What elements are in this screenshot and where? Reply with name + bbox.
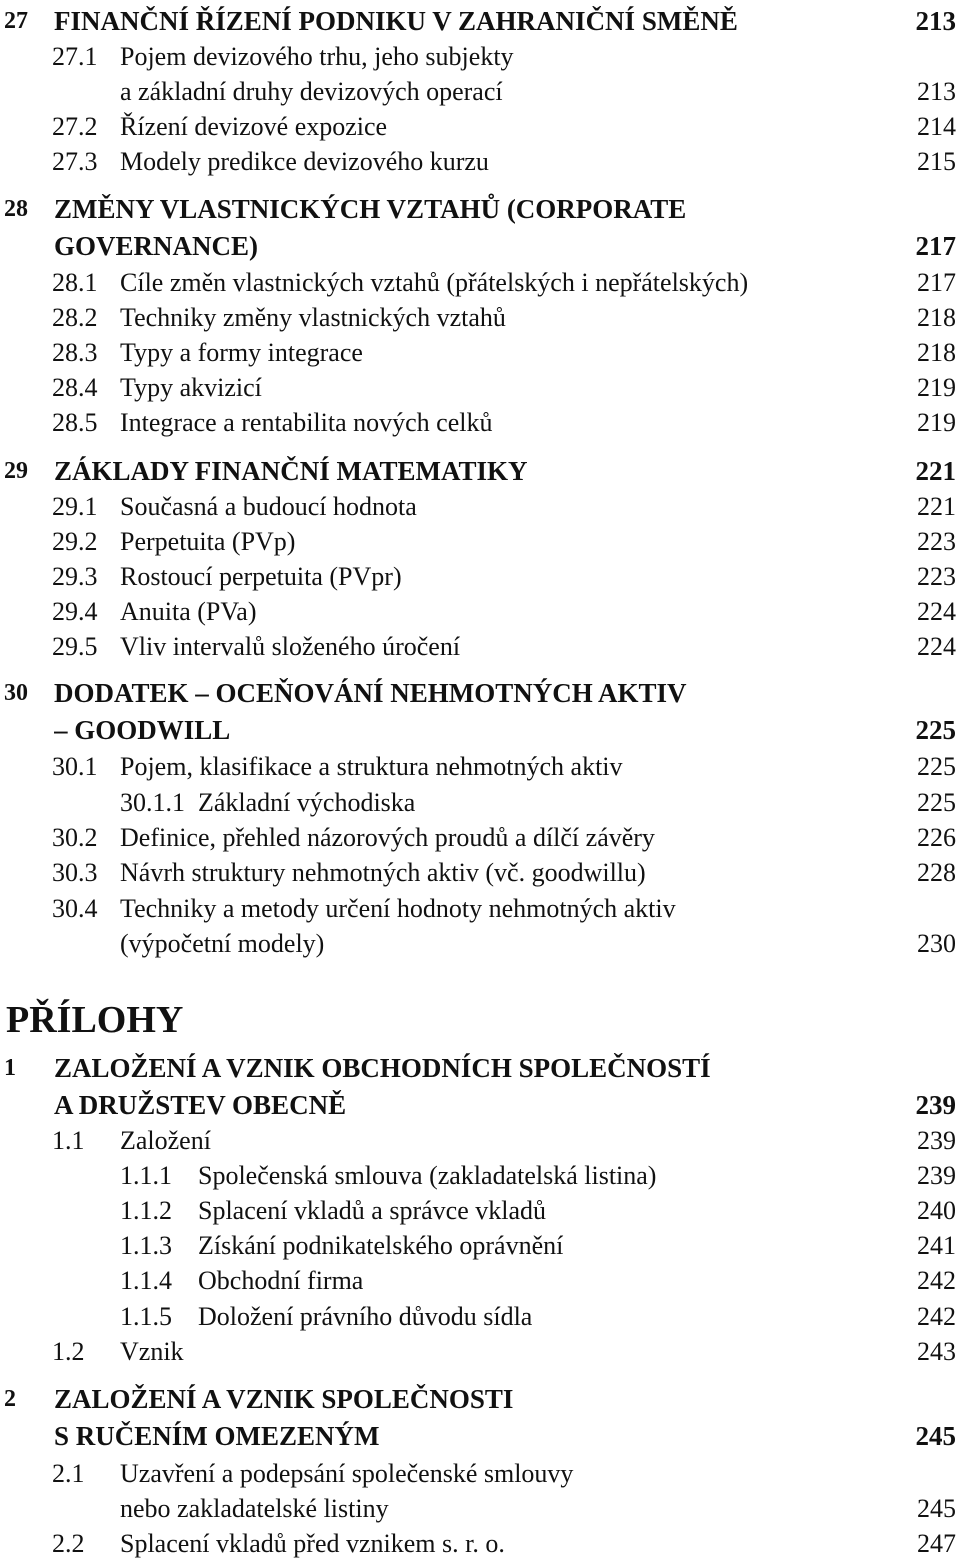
toc-entry-line — [0, 1419, 960, 1453]
toc-page-number: 218 — [915, 301, 956, 335]
toc-entry-line — [0, 145, 960, 179]
toc-entry-number: 28.2 — [52, 303, 98, 332]
toc-entry-number: 30.2 — [52, 823, 98, 852]
toc-entry-title: ZALOŽENÍ A VZNIK SPOLEČNOSTI — [54, 1382, 960, 1416]
toc-page-number: 241 — [915, 1229, 956, 1263]
toc-entry-line — [0, 371, 960, 405]
toc-entry-number: 30.4 — [52, 894, 98, 923]
toc-entry-number: 27.3 — [52, 147, 98, 176]
toc-entry-title: Vliv intervalů složeného úročení . . . — [120, 630, 890, 664]
toc-entry-line — [0, 490, 960, 524]
toc-entry-number: 29.2 — [52, 527, 98, 556]
toc-entry-title: Návrh struktury nehmotných aktiv (vč. goodwillu) . . . — [120, 856, 890, 890]
toc-entry-number: 30.3 — [52, 858, 98, 887]
toc-entry-title: – GOODWILL . . . — [54, 713, 890, 747]
toc-entry-line — [0, 1300, 960, 1334]
toc-entry-number: 28.4 — [52, 373, 98, 402]
toc-entry-line — [0, 1335, 960, 1369]
toc-entry-line — [0, 892, 960, 926]
toc-entry-line — [0, 750, 960, 784]
toc-entry-line — [0, 1159, 960, 1193]
toc-entry-line — [0, 630, 960, 664]
toc-page-number: 223 — [915, 525, 956, 559]
toc-entry-title: Anuita (PVa) . . . — [120, 595, 890, 629]
toc-entry-line — [0, 1264, 960, 1298]
toc-entry-line — [0, 1088, 960, 1122]
toc-entry-title: Současná a budoucí hodnota . . . — [120, 490, 890, 524]
toc-entry-line — [0, 75, 960, 109]
toc-entry-title: Splacení vkladů před vznikem s. r. o. . . . — [120, 1527, 890, 1561]
toc-entry-number: 1.1.4 — [120, 1266, 172, 1295]
toc-entry-title: ZÁKLADY FINANČNÍ MATEMATIKY . . . — [54, 454, 890, 488]
toc-entry-title: Splacení vkladů a správce vkladů . . . — [198, 1194, 890, 1228]
toc-page-number: 224 — [915, 630, 956, 664]
toc-page-number: 245 — [915, 1421, 956, 1451]
toc-entry-title: Techniky a metody určení hodnoty nehmotných aktiv — [120, 892, 960, 926]
toc-entry-number: 28.3 — [52, 338, 98, 367]
toc-entry-line — [0, 1527, 960, 1561]
toc-entry-line — [0, 406, 960, 440]
toc-entry-line — [0, 676, 960, 710]
toc-entry-line — [0, 927, 960, 961]
toc-entry-title: Typy a formy integrace . . . — [120, 336, 890, 370]
toc-entry-number: 27 — [4, 8, 28, 34]
toc-page-number: 225 — [915, 786, 956, 820]
toc-entry-title: Základní východiska . . . — [198, 786, 890, 820]
toc-entry-line — [0, 40, 960, 74]
toc-page-number: 226 — [915, 821, 956, 855]
toc-entry-line — [0, 1051, 960, 1085]
toc-entry-number: 2 — [4, 1386, 16, 1412]
toc-entry-line — [0, 821, 960, 855]
toc-entry-number: 28 — [4, 196, 28, 222]
toc-page-number: 239 — [915, 1090, 956, 1120]
toc-page-number: 219 — [915, 406, 956, 440]
toc-page-number: 225 — [915, 750, 956, 784]
toc-entry-line — [0, 1382, 960, 1416]
toc-page-number: 223 — [915, 560, 956, 594]
toc-entry-number: 30.1 — [52, 752, 98, 781]
appendix-heading: PŘÍLOHY — [6, 999, 184, 1041]
toc-entry-line — [0, 1229, 960, 1263]
toc-page-number: 245 — [915, 1492, 956, 1526]
toc-entry-title: Doložení právního důvodu sídla . . . — [198, 1300, 890, 1334]
toc-entry-line — [0, 229, 960, 263]
toc-entry-line — [0, 454, 960, 488]
toc-entry-title: Integrace a rentabilita nových celků . . . — [120, 406, 890, 440]
toc-entry-title: A DRUŽSTEV OBECNĚ . . . — [54, 1088, 890, 1122]
toc-entry-title: Modely predikce devizového kurzu . . . — [120, 145, 890, 179]
toc-entry-number: 29.3 — [52, 562, 98, 591]
toc-entry-title: Pojem, klasifikace a struktura nehmotných aktiv . . . — [120, 750, 890, 784]
toc-entry-number: 1.1.3 — [120, 1231, 172, 1260]
toc-page-number: 243 — [915, 1335, 956, 1369]
toc-entry-title: Společenská smlouva (zakladatelská listina) . . . — [198, 1159, 890, 1193]
toc-entry-title: Uzavření a podepsání společenské smlouvy — [120, 1457, 960, 1491]
toc-entry-number: 30 — [4, 680, 28, 706]
toc-entry-title: ZALOŽENÍ A VZNIK OBCHODNÍCH SPOLEČNOSTÍ — [54, 1051, 960, 1085]
toc-entry-line — [0, 4, 960, 38]
toc-entry-title: Definice, přehled názorových proudů a dílčí závěry . . . — [120, 821, 890, 855]
toc-entry-line — [0, 713, 960, 747]
toc-page-number: 217 — [915, 231, 956, 261]
toc-entry-number: 1.1 — [52, 1126, 85, 1155]
toc-entry-line — [0, 856, 960, 890]
toc-entry-title: FINANČNÍ ŘÍZENÍ PODNIKU V ZAHRANIČNÍ SMĚNĚ . . . — [54, 4, 890, 38]
toc-entry-title: Získání podnikatelského oprávnění . . . — [198, 1229, 890, 1263]
toc-page-number: 225 — [915, 715, 956, 745]
toc-page-number: 217 — [915, 266, 956, 300]
toc-page-number: 230 — [915, 927, 956, 961]
toc-entry-line — [0, 192, 960, 226]
toc-entry-line — [0, 1492, 960, 1526]
toc-page-number: 215 — [915, 145, 956, 179]
toc-page-number: 213 — [915, 75, 956, 109]
toc-entry-number: 29 — [4, 458, 28, 484]
toc-page-number: 247 — [915, 1527, 956, 1561]
toc-page-number: 218 — [915, 336, 956, 370]
toc-page-number: 240 — [915, 1194, 956, 1228]
toc-entry-number: 28.5 — [52, 408, 98, 437]
toc-page-number: 221 — [915, 456, 956, 486]
toc-entry-title: Obchodní firma . . . — [198, 1264, 890, 1298]
toc-page-number: 214 — [915, 110, 956, 144]
toc-page-number: 213 — [915, 6, 956, 36]
toc-entry-number: 28.1 — [52, 268, 98, 297]
toc-entry-title: DODATEK – OCEŇOVÁNÍ NEHMOTNÝCH AKTIV — [54, 676, 960, 710]
toc-entry-title: ZMĚNY VLASTNICKÝCH VZTAHŮ (CORPORATE — [54, 192, 960, 226]
toc-entry-title: Typy akvizicí . . . — [120, 371, 890, 405]
toc-entry-line — [0, 266, 960, 300]
toc-entry-title: a základní druhy devizových operací . . . — [120, 75, 890, 109]
toc-page-number: 224 — [915, 595, 956, 629]
toc-entry-line — [0, 301, 960, 335]
toc-entry-line — [0, 336, 960, 370]
toc-entry-title: (výpočetní modely) . . . — [120, 927, 890, 961]
toc-entry-title: Založení . . . — [120, 1124, 890, 1158]
toc-entry-line — [0, 1194, 960, 1228]
toc-page-number: 228 — [915, 856, 956, 890]
toc-entry-number: 29.4 — [52, 597, 98, 626]
toc-entry-number: 29.1 — [52, 492, 98, 521]
toc-page-number: 242 — [915, 1300, 956, 1334]
toc-entry-number: 1.1.5 — [120, 1302, 172, 1331]
toc-entry-title: Pojem devizového trhu, jeho subjekty — [120, 40, 960, 74]
toc-page-number: 242 — [915, 1264, 956, 1298]
toc-entry-line — [0, 560, 960, 594]
toc-entry-title: Rostoucí perpetuita (PVpr) . . . — [120, 560, 890, 594]
toc-entry-title: Techniky změny vlastnických vztahů . . . — [120, 301, 890, 335]
toc-entry-line — [0, 595, 960, 629]
toc-entry-line — [0, 786, 960, 820]
toc-entry-number: 29.5 — [52, 632, 98, 661]
toc-entry-number: 1.2 — [52, 1337, 85, 1366]
toc-entry-number: 30.1.1 — [120, 788, 185, 817]
toc-entry-title: Perpetuita (PVp) . . . — [120, 525, 890, 559]
toc-entry-line — [0, 1457, 960, 1491]
toc-entry-title: GOVERNANCE) . . . — [54, 229, 890, 263]
toc-entry-number: 2.2 — [52, 1529, 85, 1558]
toc-entry-number: 27.1 — [52, 42, 98, 71]
toc-entry-title: nebo zakladatelské listiny . . . — [120, 1492, 890, 1526]
toc-entry-title: Řízení devizové expozice . . . — [120, 110, 890, 144]
toc-entry-line — [0, 110, 960, 144]
toc-entry-title: Cíle změn vlastnických vztahů (přátelských i nepřátelských) . . . — [120, 266, 890, 300]
toc-entry-title: S RUČENÍM OMEZENÝM . . . — [54, 1419, 890, 1453]
toc-entry-line — [0, 1124, 960, 1158]
toc-page-number: 219 — [915, 371, 956, 405]
toc-page-number: 239 — [915, 1159, 956, 1193]
toc-entry-number: 1.1.1 — [120, 1161, 172, 1190]
toc-entry-number: 1 — [4, 1055, 16, 1081]
toc-entry-title: Vznik . . . — [120, 1335, 890, 1369]
toc-page-number: 239 — [915, 1124, 956, 1158]
toc-entry-number: 27.2 — [52, 112, 98, 141]
toc-page-number: 221 — [915, 490, 956, 524]
toc-entry-line — [0, 525, 960, 559]
toc-entry-number: 2.1 — [52, 1459, 85, 1488]
toc-entry-number: 1.1.2 — [120, 1196, 172, 1225]
